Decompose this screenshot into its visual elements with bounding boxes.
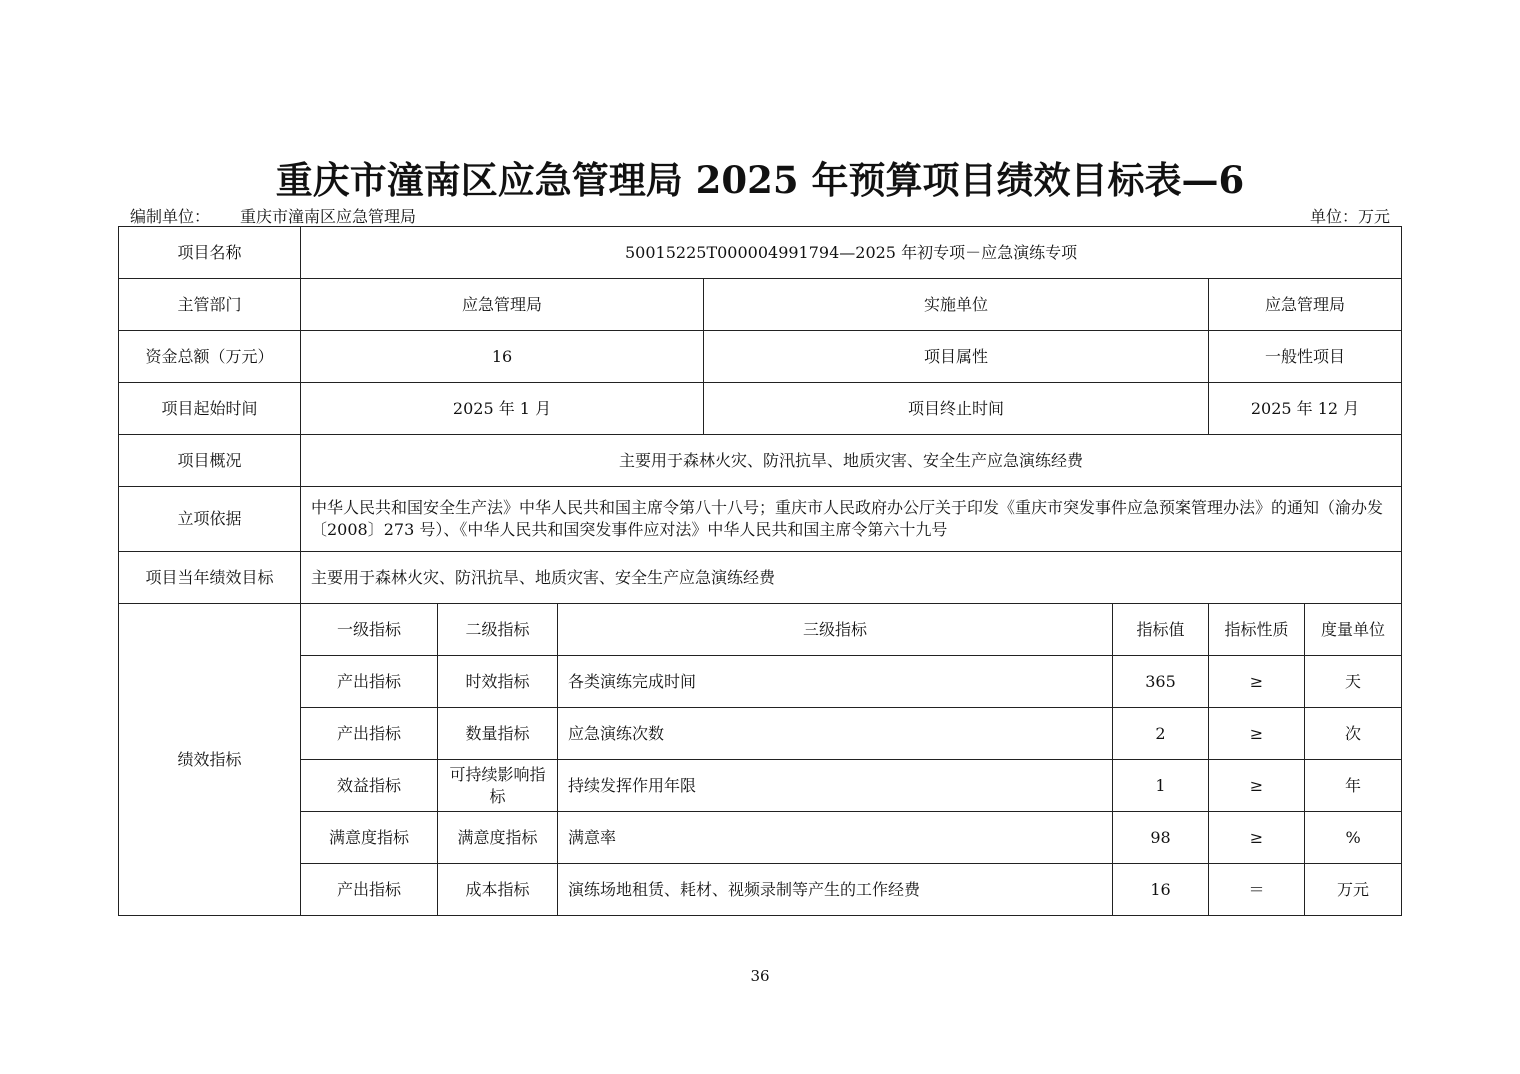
period-row [119, 383, 1402, 435]
indicator-level2: 可持续影响指标 [438, 760, 558, 812]
indicator-level3: 满意率 [558, 812, 1113, 864]
project-name-label: 项目名称 [119, 227, 301, 279]
header-value: 指标值 [1113, 604, 1209, 656]
fund-total-value: 16 [301, 331, 704, 383]
indicator-level1: 满意度指标 [301, 812, 438, 864]
fund-total-label: 资金总额（万元） [119, 331, 301, 383]
header-unit: 度量单位 [1305, 604, 1402, 656]
indicator-level1: 产出指标 [301, 864, 438, 916]
indicator-row [119, 812, 1402, 864]
indicator-row [119, 760, 1402, 812]
indicator-level1: 产出指标 [301, 656, 438, 708]
end-time-label: 项目终止时间 [704, 383, 1209, 435]
indicator-unit: 天 [1305, 656, 1402, 708]
indicator-nature: ≥ [1209, 708, 1305, 760]
indicator-row [119, 864, 1402, 916]
start-time-value: 2025 年 1 月 [301, 383, 704, 435]
indicators-section-label: 绩效指标 [119, 604, 301, 916]
overview-value: 主要用于森林火灾、防汛抗旱、地质灾害、安全生产应急演练经费 [301, 435, 1402, 487]
overview-label: 项目概况 [119, 435, 301, 487]
goal-value: 主要用于森林火灾、防汛抗旱、地质灾害、安全生产应急演练经费 [301, 552, 1402, 604]
department-label: 主管部门 [119, 279, 301, 331]
fund-row [119, 331, 1402, 383]
compiling-unit-name: 重庆市潼南区应急管理局 [240, 207, 417, 226]
indicator-unit: 万元 [1305, 864, 1402, 916]
compiling-unit [130, 204, 416, 227]
project-attribute-value: 一般性项目 [1209, 331, 1402, 383]
indicator-value: 16 [1113, 864, 1209, 916]
indicator-level1: 产出指标 [301, 708, 438, 760]
indicator-row [119, 656, 1402, 708]
start-time-label: 项目起始时间 [119, 383, 301, 435]
header-level3: 三级指标 [558, 604, 1113, 656]
end-time-value: 2025 年 12 月 [1209, 383, 1402, 435]
performance-table [118, 226, 1402, 916]
indicator-level3: 演练场地租赁、耗材、视频录制等产生的工作经费 [558, 864, 1113, 916]
indicator-level2: 时效指标 [438, 656, 558, 708]
project-name-value: 50015225T000004991794—2025 年初专项－应急演练专项 [301, 227, 1402, 279]
indicator-nature: ≥ [1209, 760, 1305, 812]
indicator-level2: 满意度指标 [438, 812, 558, 864]
indicator-level3: 各类演练完成时间 [558, 656, 1113, 708]
implementing-unit-value: 应急管理局 [1209, 279, 1402, 331]
project-attribute-label: 项目属性 [704, 331, 1209, 383]
indicator-unit: % [1305, 812, 1402, 864]
indicator-level3: 应急演练次数 [558, 708, 1113, 760]
goal-row [119, 552, 1402, 604]
implementing-unit-label: 实施单位 [704, 279, 1209, 331]
indicator-unit: 次 [1305, 708, 1402, 760]
indicator-value: 98 [1113, 812, 1209, 864]
currency-unit: 单位：万元 [1309, 207, 1390, 226]
page-number: 36 [750, 967, 770, 985]
indicator-value: 365 [1113, 656, 1209, 708]
indicator-nature: ≥ [1209, 656, 1305, 708]
department-row [119, 279, 1402, 331]
basis-label: 立项依据 [119, 487, 301, 552]
indicator-nature: ＝ [1209, 864, 1305, 916]
goal-label: 项目当年绩效目标 [119, 552, 301, 604]
header-level2: 二级指标 [438, 604, 558, 656]
indicator-nature: ≥ [1209, 812, 1305, 864]
indicator-unit: 年 [1305, 760, 1402, 812]
compiling-unit-label: 编制单位： [130, 207, 211, 226]
header-level1: 一级指标 [301, 604, 438, 656]
indicator-row [119, 708, 1402, 760]
overview-row [119, 435, 1402, 487]
indicator-level1: 效益指标 [301, 760, 438, 812]
header-nature: 指标性质 [1209, 604, 1305, 656]
indicator-level2: 成本指标 [438, 864, 558, 916]
indicator-header-row [119, 604, 1402, 656]
indicator-level2: 数量指标 [438, 708, 558, 760]
basis-row [119, 487, 1402, 552]
indicator-value: 1 [1113, 760, 1209, 812]
page-title: 重庆市潼南区应急管理局 2025 年预算项目绩效目标表—6 [275, 158, 1245, 202]
project-name-row [119, 227, 1402, 279]
indicator-level3: 持续发挥作用年限 [558, 760, 1113, 812]
basis-value: 中华人民共和国安全生产法》中华人民共和国主席令第八十八号；重庆市人民政府办公厅关于印发《重庆市突发事件应急预案管理办法》的通知（渝办发〔2008〕273 号）、《中华人民共和国突发事件应对法》中华人民共和国主席令第六十九号 [301, 487, 1402, 552]
indicator-value: 2 [1113, 708, 1209, 760]
department-value: 应急管理局 [301, 279, 704, 331]
